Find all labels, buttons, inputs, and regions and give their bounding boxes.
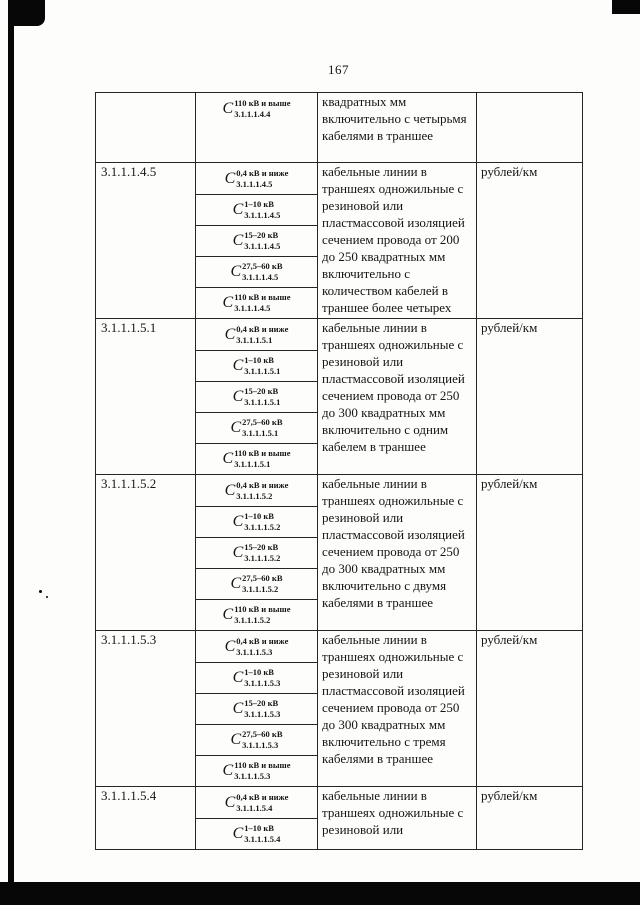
voltage-superscript: 27,5–60 кВ xyxy=(242,729,283,740)
code-subscript: 3.1.1.1.5.4 xyxy=(236,802,273,813)
tariff-table-body xyxy=(96,93,583,850)
formula-item xyxy=(196,818,317,849)
row-description: кабельные линии в траншеях одножильные с резиновой или xyxy=(318,787,477,850)
coefficient-formula xyxy=(233,199,281,220)
scan-edge-left xyxy=(8,0,14,905)
formula-item xyxy=(196,163,317,194)
formula-scripts xyxy=(244,823,280,844)
code-subscript: 3.1.1.1.5.1 xyxy=(234,459,271,469)
scan-corner-top-left xyxy=(8,0,45,26)
row-code: 3.1.1.1.5.2 xyxy=(96,475,196,631)
code-subscript: 3.1.1.1.5.3 xyxy=(236,646,273,657)
voltage-superscript: 110 кВ и выше xyxy=(234,604,291,615)
formula-item xyxy=(196,631,317,662)
coefficient-letter: C xyxy=(224,325,236,343)
coefficient-formula xyxy=(233,386,281,407)
code-subscript: 3.1.1.1.5.1 xyxy=(244,366,281,376)
voltage-superscript: 110 кВ и выше xyxy=(234,760,291,771)
row-unit: рублей/км xyxy=(477,475,583,631)
coefficient-formula xyxy=(223,292,291,313)
voltage-superscript: 110 кВ и выше xyxy=(234,448,291,459)
voltage-superscript: 27,5–60 кВ xyxy=(242,417,283,428)
formula-scripts xyxy=(242,417,282,438)
voltage-superscript: 110 кВ и выше xyxy=(234,97,291,108)
code-subscript: 3.1.1.1.5.1 xyxy=(236,334,273,345)
coefficient-letter: C xyxy=(232,700,244,717)
coefficient-formula xyxy=(223,98,291,119)
row-unit xyxy=(477,93,583,163)
formula-item xyxy=(196,443,317,474)
code-subscript: 3.1.1.1.5.2 xyxy=(242,584,279,594)
formula-scripts xyxy=(242,573,282,594)
row-formulas xyxy=(196,631,318,787)
formula-scripts xyxy=(244,511,280,532)
voltage-superscript: 1–10 кВ xyxy=(244,667,274,678)
coefficient-formula xyxy=(233,542,281,563)
coefficient-formula xyxy=(233,355,281,376)
page-number: 167 xyxy=(328,62,349,77)
formula-scripts xyxy=(234,292,290,313)
formula-scripts xyxy=(236,792,288,813)
coefficient-formula xyxy=(231,573,283,594)
voltage-superscript: 1–10 кВ xyxy=(244,823,274,834)
coefficient-letter: C xyxy=(224,481,236,499)
formula-item xyxy=(196,537,317,568)
code-subscript: 3.1.1.1.5.2 xyxy=(236,490,273,501)
row-code: 3.1.1.1.4.5 xyxy=(96,163,196,319)
voltage-superscript: 15–20 кВ xyxy=(244,542,279,553)
formula-scripts xyxy=(236,636,288,657)
formula-item xyxy=(196,693,317,724)
formula-item xyxy=(196,287,317,318)
formula-scripts xyxy=(244,698,280,719)
voltage-superscript: 110 кВ и выше xyxy=(234,292,291,303)
code-subscript: 3.1.1.1.4.5 xyxy=(234,303,271,313)
coefficient-formula xyxy=(233,511,281,532)
row-description: кабельные линии в траншеях одножильные с резиновой или пластмассовой изоляцией сечением провода от 200 до 250 квадратных мм включительно с количеством кабелей в траншее более четырех xyxy=(318,163,477,319)
formula-scripts xyxy=(236,168,288,189)
formula-scripts xyxy=(234,98,290,119)
row-formulas xyxy=(196,163,318,319)
voltage-superscript: 0,4 кВ и ниже xyxy=(236,479,289,490)
code-subscript: 3.1.1.1.4.5 xyxy=(236,178,273,189)
table-row xyxy=(96,475,583,631)
formula-item xyxy=(196,755,317,786)
row-unit: рублей/км xyxy=(477,631,583,787)
formula-item xyxy=(196,724,317,755)
formula-item xyxy=(196,381,317,412)
table-row xyxy=(96,787,583,850)
coefficient-letter: C xyxy=(232,357,244,374)
formula-scripts xyxy=(244,355,280,376)
scan-edge-bottom xyxy=(0,882,640,905)
code-subscript: 3.1.1.1.4.5 xyxy=(244,241,281,251)
formula-scripts xyxy=(234,604,290,625)
table-row xyxy=(96,631,583,787)
row-code: 3.1.1.1.5.4 xyxy=(96,787,196,850)
formula-item xyxy=(196,256,317,287)
coefficient-letter: C xyxy=(230,419,242,436)
coefficient-letter: C xyxy=(230,263,242,280)
coefficient-formula xyxy=(223,448,291,469)
voltage-superscript: 0,4 кВ и ниже xyxy=(236,323,289,334)
code-subscript: 3.1.1.1.5.2 xyxy=(234,615,271,625)
formula-item xyxy=(196,662,317,693)
formula-scripts xyxy=(242,729,282,750)
coefficient-formula xyxy=(233,667,281,688)
coefficient-formula xyxy=(231,417,283,438)
table-row xyxy=(96,319,583,475)
voltage-superscript: 1–10 кВ xyxy=(244,199,274,210)
coefficient-letter: C xyxy=(232,825,244,842)
coefficient-letter: C xyxy=(232,669,244,686)
coefficient-letter: C xyxy=(222,606,234,623)
coefficient-formula xyxy=(225,480,289,501)
formula-scripts xyxy=(236,480,288,501)
code-subscript: 3.1.1.1.5.2 xyxy=(244,522,281,532)
coefficient-formula xyxy=(233,698,281,719)
table-row xyxy=(96,93,583,163)
row-formulas xyxy=(196,319,318,475)
code-subscript: 3.1.1.1.4.5 xyxy=(244,210,281,220)
coefficient-formula xyxy=(223,760,291,781)
code-subscript: 3.1.1.1.5.3 xyxy=(244,709,281,719)
formula-item xyxy=(196,194,317,225)
formula-item xyxy=(196,225,317,256)
voltage-superscript: 27,5–60 кВ xyxy=(242,573,283,584)
coefficient-letter: C xyxy=(222,450,234,467)
row-unit: рублей/км xyxy=(477,787,583,850)
coefficient-formula xyxy=(231,261,283,282)
row-unit: рублей/км xyxy=(477,319,583,475)
code-subscript: 3.1.1.1.5.3 xyxy=(234,771,271,781)
tariff-table xyxy=(95,92,583,850)
coefficient-letter: C xyxy=(232,544,244,561)
formula-item xyxy=(196,568,317,599)
coefficient-formula xyxy=(233,230,281,251)
coefficient-letter: C xyxy=(232,513,244,530)
voltage-superscript: 15–20 кВ xyxy=(244,698,279,709)
coefficient-formula xyxy=(225,168,289,189)
formula-scripts xyxy=(244,386,280,407)
coefficient-formula xyxy=(231,729,283,750)
formula-item xyxy=(196,350,317,381)
formula-scripts xyxy=(234,448,290,469)
voltage-superscript: 0,4 кВ и ниже xyxy=(236,791,289,802)
voltage-superscript: 1–10 кВ xyxy=(244,355,274,366)
formula-item xyxy=(196,506,317,537)
code-subscript: 3.1.1.1.5.3 xyxy=(242,740,279,750)
coefficient-letter: C xyxy=(224,793,236,811)
coefficient-letter: C xyxy=(222,762,234,779)
voltage-superscript: 0,4 кВ и ниже xyxy=(236,635,289,646)
formula-scripts xyxy=(244,542,280,563)
formula-scripts xyxy=(244,230,280,251)
coefficient-formula xyxy=(233,823,281,844)
code-subscript: 3.1.1.1.5.1 xyxy=(244,397,281,407)
row-code: 3.1.1.1.5.1 xyxy=(96,319,196,475)
coefficient-letter: C xyxy=(222,99,234,117)
row-description: кабельные линии в траншеях одножильные с резиновой или пластмассовой изоляцией сечением провода от 250 до 300 квадратных мм включительно с одним кабелем в траншее xyxy=(318,319,477,475)
coefficient-formula xyxy=(225,636,289,657)
scan-corner-top-right xyxy=(612,0,640,14)
formula-scripts xyxy=(236,324,288,345)
code-subscript: 3.1.1.1.5.2 xyxy=(244,553,281,563)
coefficient-letter: C xyxy=(224,169,236,187)
table-row xyxy=(96,163,583,319)
row-description: кабельные линии в траншеях одножильные с резиновой или пластмассовой изоляцией сечением провода от 250 до 300 квадратных мм включительно с тремя кабелями в траншее xyxy=(318,631,477,787)
scan-speck xyxy=(39,590,42,593)
row-code: 3.1.1.1.5.3 xyxy=(96,631,196,787)
coefficient-letter: C xyxy=(230,731,242,748)
code-subscript: 3.1.1.1.5.4 xyxy=(244,834,281,844)
formula-scripts xyxy=(244,199,280,220)
coefficient-letter: C xyxy=(232,201,244,218)
row-formulas xyxy=(196,93,318,163)
coefficient-letter: C xyxy=(232,232,244,249)
row-code xyxy=(96,93,196,163)
coefficient-letter: C xyxy=(232,388,244,405)
voltage-superscript: 15–20 кВ xyxy=(244,386,279,397)
code-subscript: 3.1.1.1.4.4 xyxy=(234,108,271,119)
row-unit: рублей/км xyxy=(477,163,583,319)
voltage-superscript: 0,4 кВ и ниже xyxy=(236,167,289,178)
row-description: квадратных мм включительно с четырьмя кабелями в траншее xyxy=(318,93,477,163)
formula-scripts xyxy=(234,760,290,781)
row-formulas xyxy=(196,475,318,631)
scan-speck xyxy=(46,596,48,598)
formula-item xyxy=(196,599,317,630)
coefficient-letter: C xyxy=(224,637,236,655)
formula-item xyxy=(196,475,317,506)
code-subscript: 3.1.1.1.5.3 xyxy=(244,678,281,688)
formula-item xyxy=(196,787,317,818)
formula-scripts xyxy=(244,667,280,688)
row-description: кабельные линии в траншеях одножильные с резиновой или пластмассовой изоляцией сечением провода от 250 до 300 квадратных мм включительно с двумя кабелями в траншее xyxy=(318,475,477,631)
voltage-superscript: 15–20 кВ xyxy=(244,230,279,241)
coefficient-letter: C xyxy=(230,575,242,592)
coefficient-formula xyxy=(225,792,289,813)
voltage-superscript: 1–10 кВ xyxy=(244,511,274,522)
formula-item xyxy=(196,412,317,443)
coefficient-formula xyxy=(225,324,289,345)
voltage-superscript: 27,5–60 кВ xyxy=(242,261,283,272)
formula-item xyxy=(196,93,317,124)
code-subscript: 3.1.1.1.5.1 xyxy=(242,428,279,438)
coefficient-formula xyxy=(223,604,291,625)
coefficient-letter: C xyxy=(222,294,234,311)
formula-item xyxy=(196,319,317,350)
formula-scripts xyxy=(242,261,282,282)
code-subscript: 3.1.1.1.4.5 xyxy=(242,272,279,282)
row-formulas xyxy=(196,787,318,850)
